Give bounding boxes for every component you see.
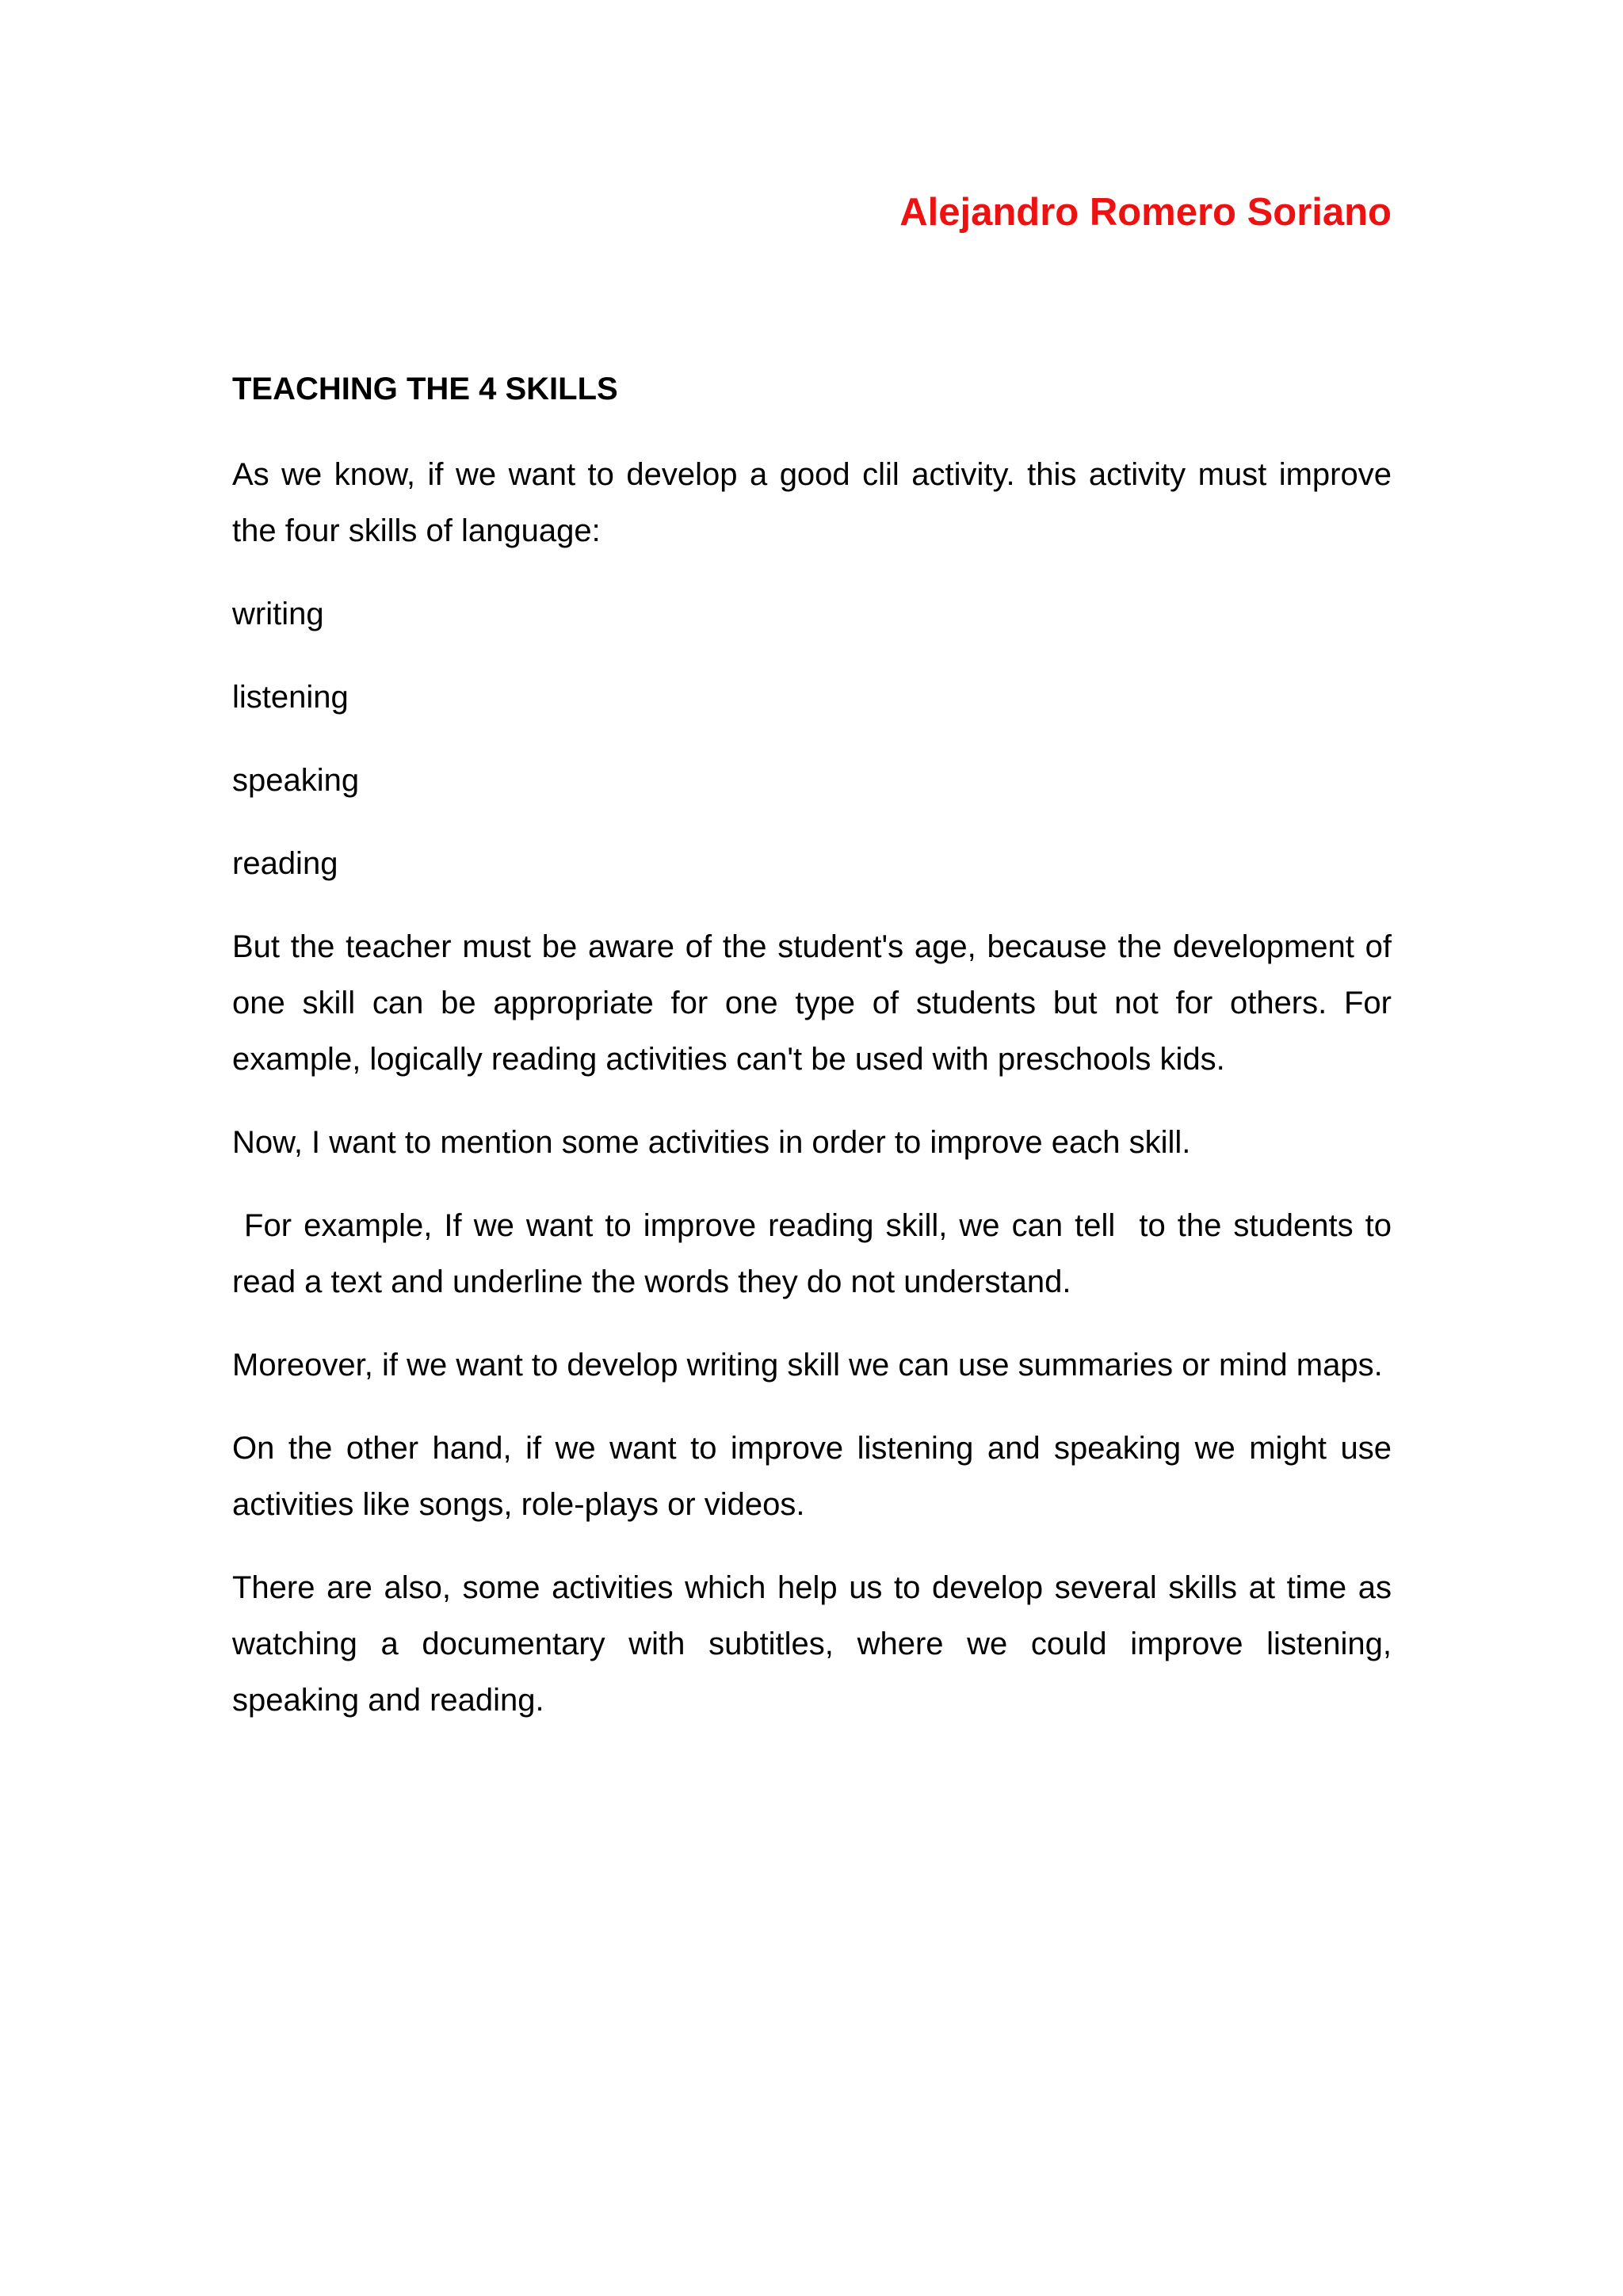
document-heading: TEACHING THE 4 SKILLS: [232, 372, 618, 406]
skill-item-listening: listening: [232, 680, 349, 715]
paragraph-writing-example: Moreover, if we want to develop writing skill we can use summaries or mind maps.: [232, 1348, 1383, 1383]
paragraph-student-age: But the teacher must be aware of the student's age, because the development of one skill can be appropriate for one type of students but not for others. For example, logically reading activities can't be used with preschools kids.: [232, 929, 1392, 1077]
paragraph-several-skills: There are also, some activities which help us to develop several skills at time as watching a documentary with subtitles, where we could improve listening, speaking and reading.: [232, 1570, 1392, 1718]
paragraph-reading-example: For example, If we want to improve reading skill, we can tell to the students to read a text and underline the words they do not understand.: [232, 1208, 1401, 1299]
paragraph-mention-activities: Now, I want to mention some activities in order to improve each skill.: [232, 1125, 1191, 1160]
skill-item-reading: reading: [232, 846, 338, 881]
document-body: [232, 369, 1401, 1756]
intro-paragraph: As we know, if we want to develop a good clil activity. this activity must improve the four skills of language:: [232, 457, 1392, 548]
skill-item-writing: writing: [232, 597, 324, 631]
paragraph-listening-speaking: On the other hand, if we want to improve listening and speaking we might use activities like songs, role-plays or videos.: [232, 1431, 1392, 1522]
author-name: Alejandro Romero Soriano: [899, 191, 1392, 234]
skill-item-speaking: speaking: [232, 763, 360, 798]
